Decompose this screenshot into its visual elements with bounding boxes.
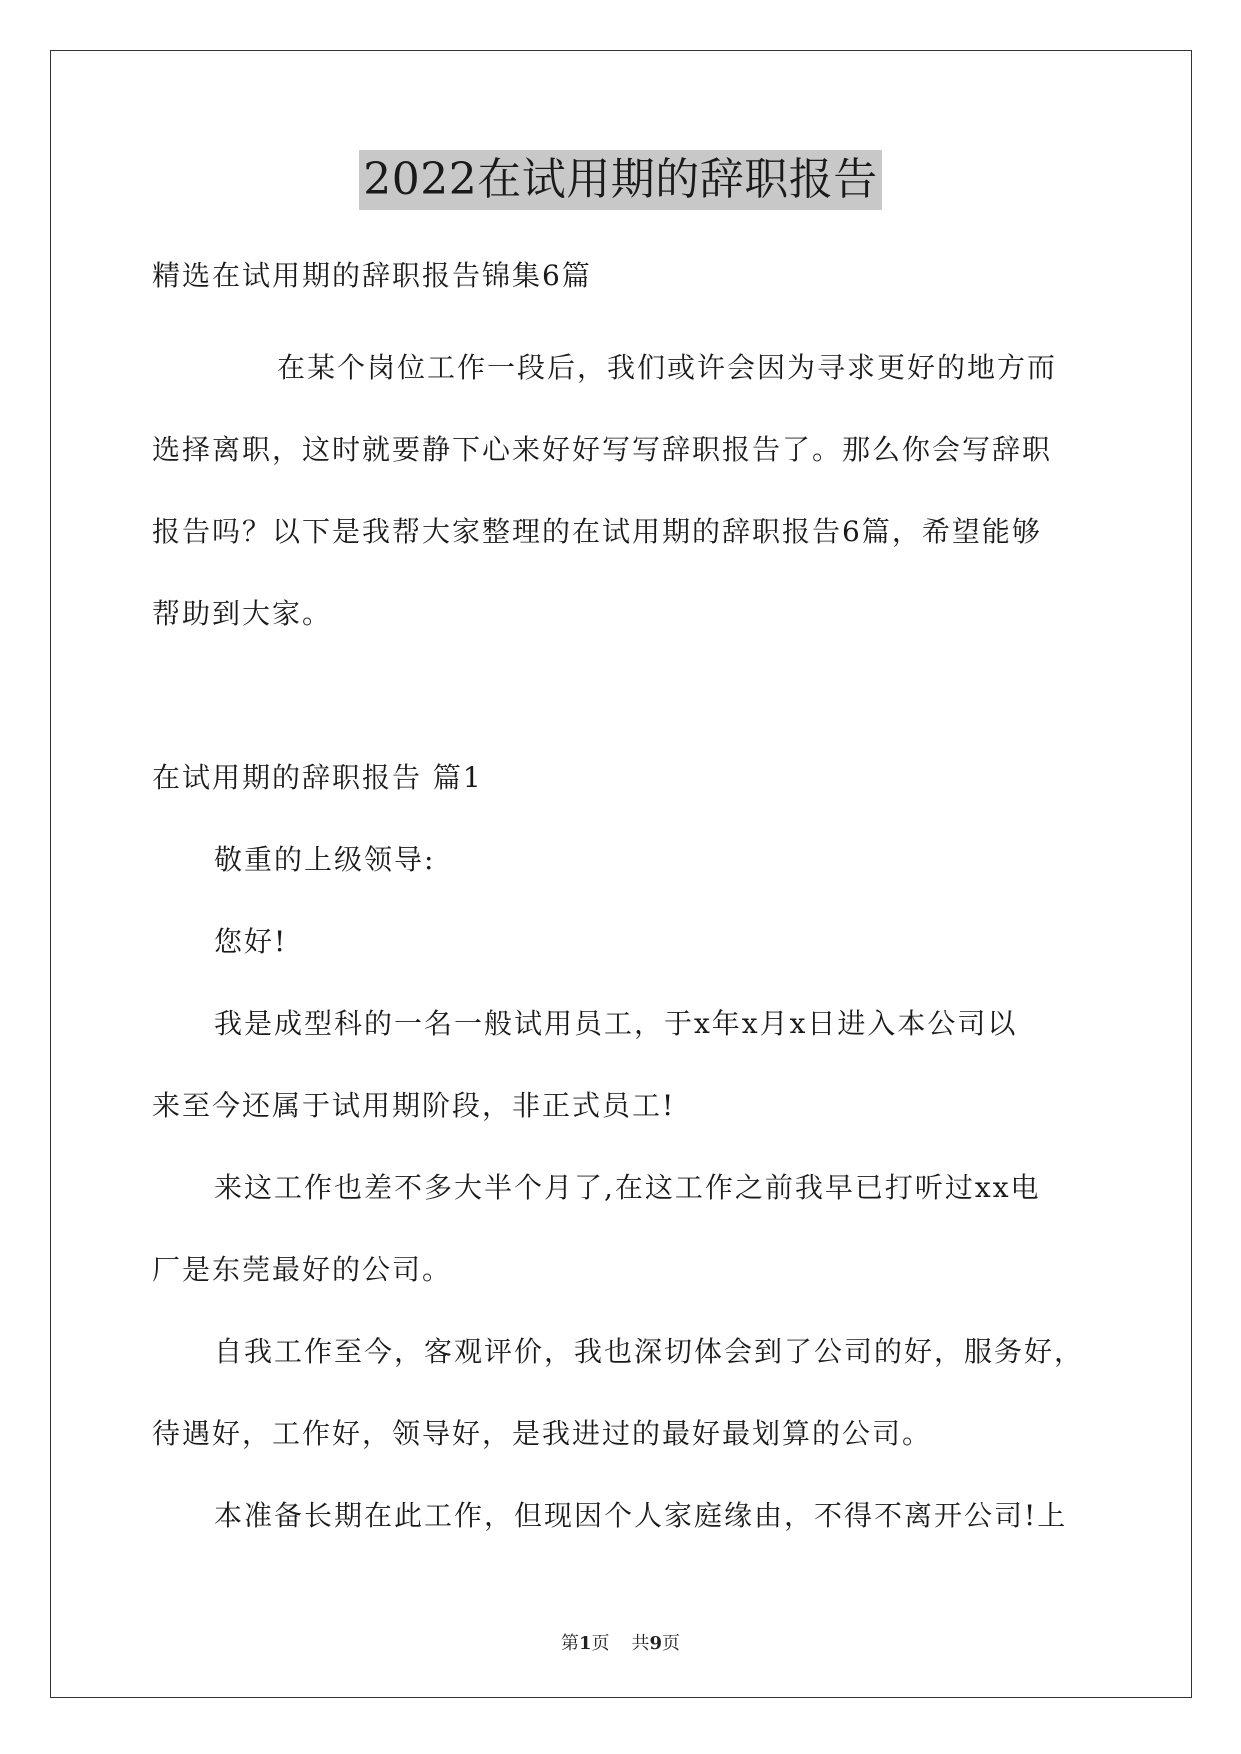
salutation: 敬重的上级领导: xyxy=(214,843,436,876)
body-line-1: 我是成型科的一名一般试用员工，于x年x月x日进入本公司以 xyxy=(214,1007,1018,1040)
intro-line-2: 选择离职，这时就要静下心来好好写写辞职报告了。那么你会写辞职 xyxy=(152,433,1053,466)
footer-prefix: 第 xyxy=(560,1633,579,1654)
intro-line-4: 帮助到大家。 xyxy=(152,597,333,630)
footer-page-number: 1 xyxy=(578,1633,592,1654)
footer-page-suffix: 页 xyxy=(591,1633,610,1654)
footer-total-prefix: 共 xyxy=(631,1633,650,1654)
body-line-5: 自我工作至今，客观评价，我也深切体会到了公司的好，服务好， xyxy=(214,1335,1085,1368)
intro-line-1: 在某个岗位工作一段后，我们或许会因为寻求更好的地方而 xyxy=(277,351,1058,384)
document-title: 2022在试用期的辞职报告 xyxy=(359,150,881,210)
title-wrap xyxy=(0,150,1241,210)
section-heading: 在试用期的辞职报告 篇1 xyxy=(152,761,483,794)
body-line-2: 来至今还属于试用期阶段，非正式员工! xyxy=(152,1089,676,1122)
footer-total-suffix: 页 xyxy=(662,1633,681,1654)
greeting: 您好! xyxy=(214,925,288,958)
page-footer xyxy=(0,1632,1241,1656)
intro-line-3: 报告吗？以下是我帮大家整理的在试用期的辞职报告6篇，希望能够 xyxy=(152,515,1042,548)
body-line-7: 本准备长期在此工作，但现因个人家庭缘由，不得不离开公司!上 xyxy=(214,1499,1068,1532)
subtitle-line: 精选在试用期的辞职报告锦集6篇 xyxy=(152,259,592,292)
body-line-4: 厂是东莞最好的公司。 xyxy=(152,1253,453,1286)
body-line-3: 来这工作也差不多大半个月了,在这工作之前我早已打听过xx电 xyxy=(214,1171,1041,1204)
footer-total-pages: 9 xyxy=(649,1633,663,1654)
body-line-6: 待遇好，工作好，领导好，是我进过的最好最划算的公司。 xyxy=(152,1417,933,1450)
